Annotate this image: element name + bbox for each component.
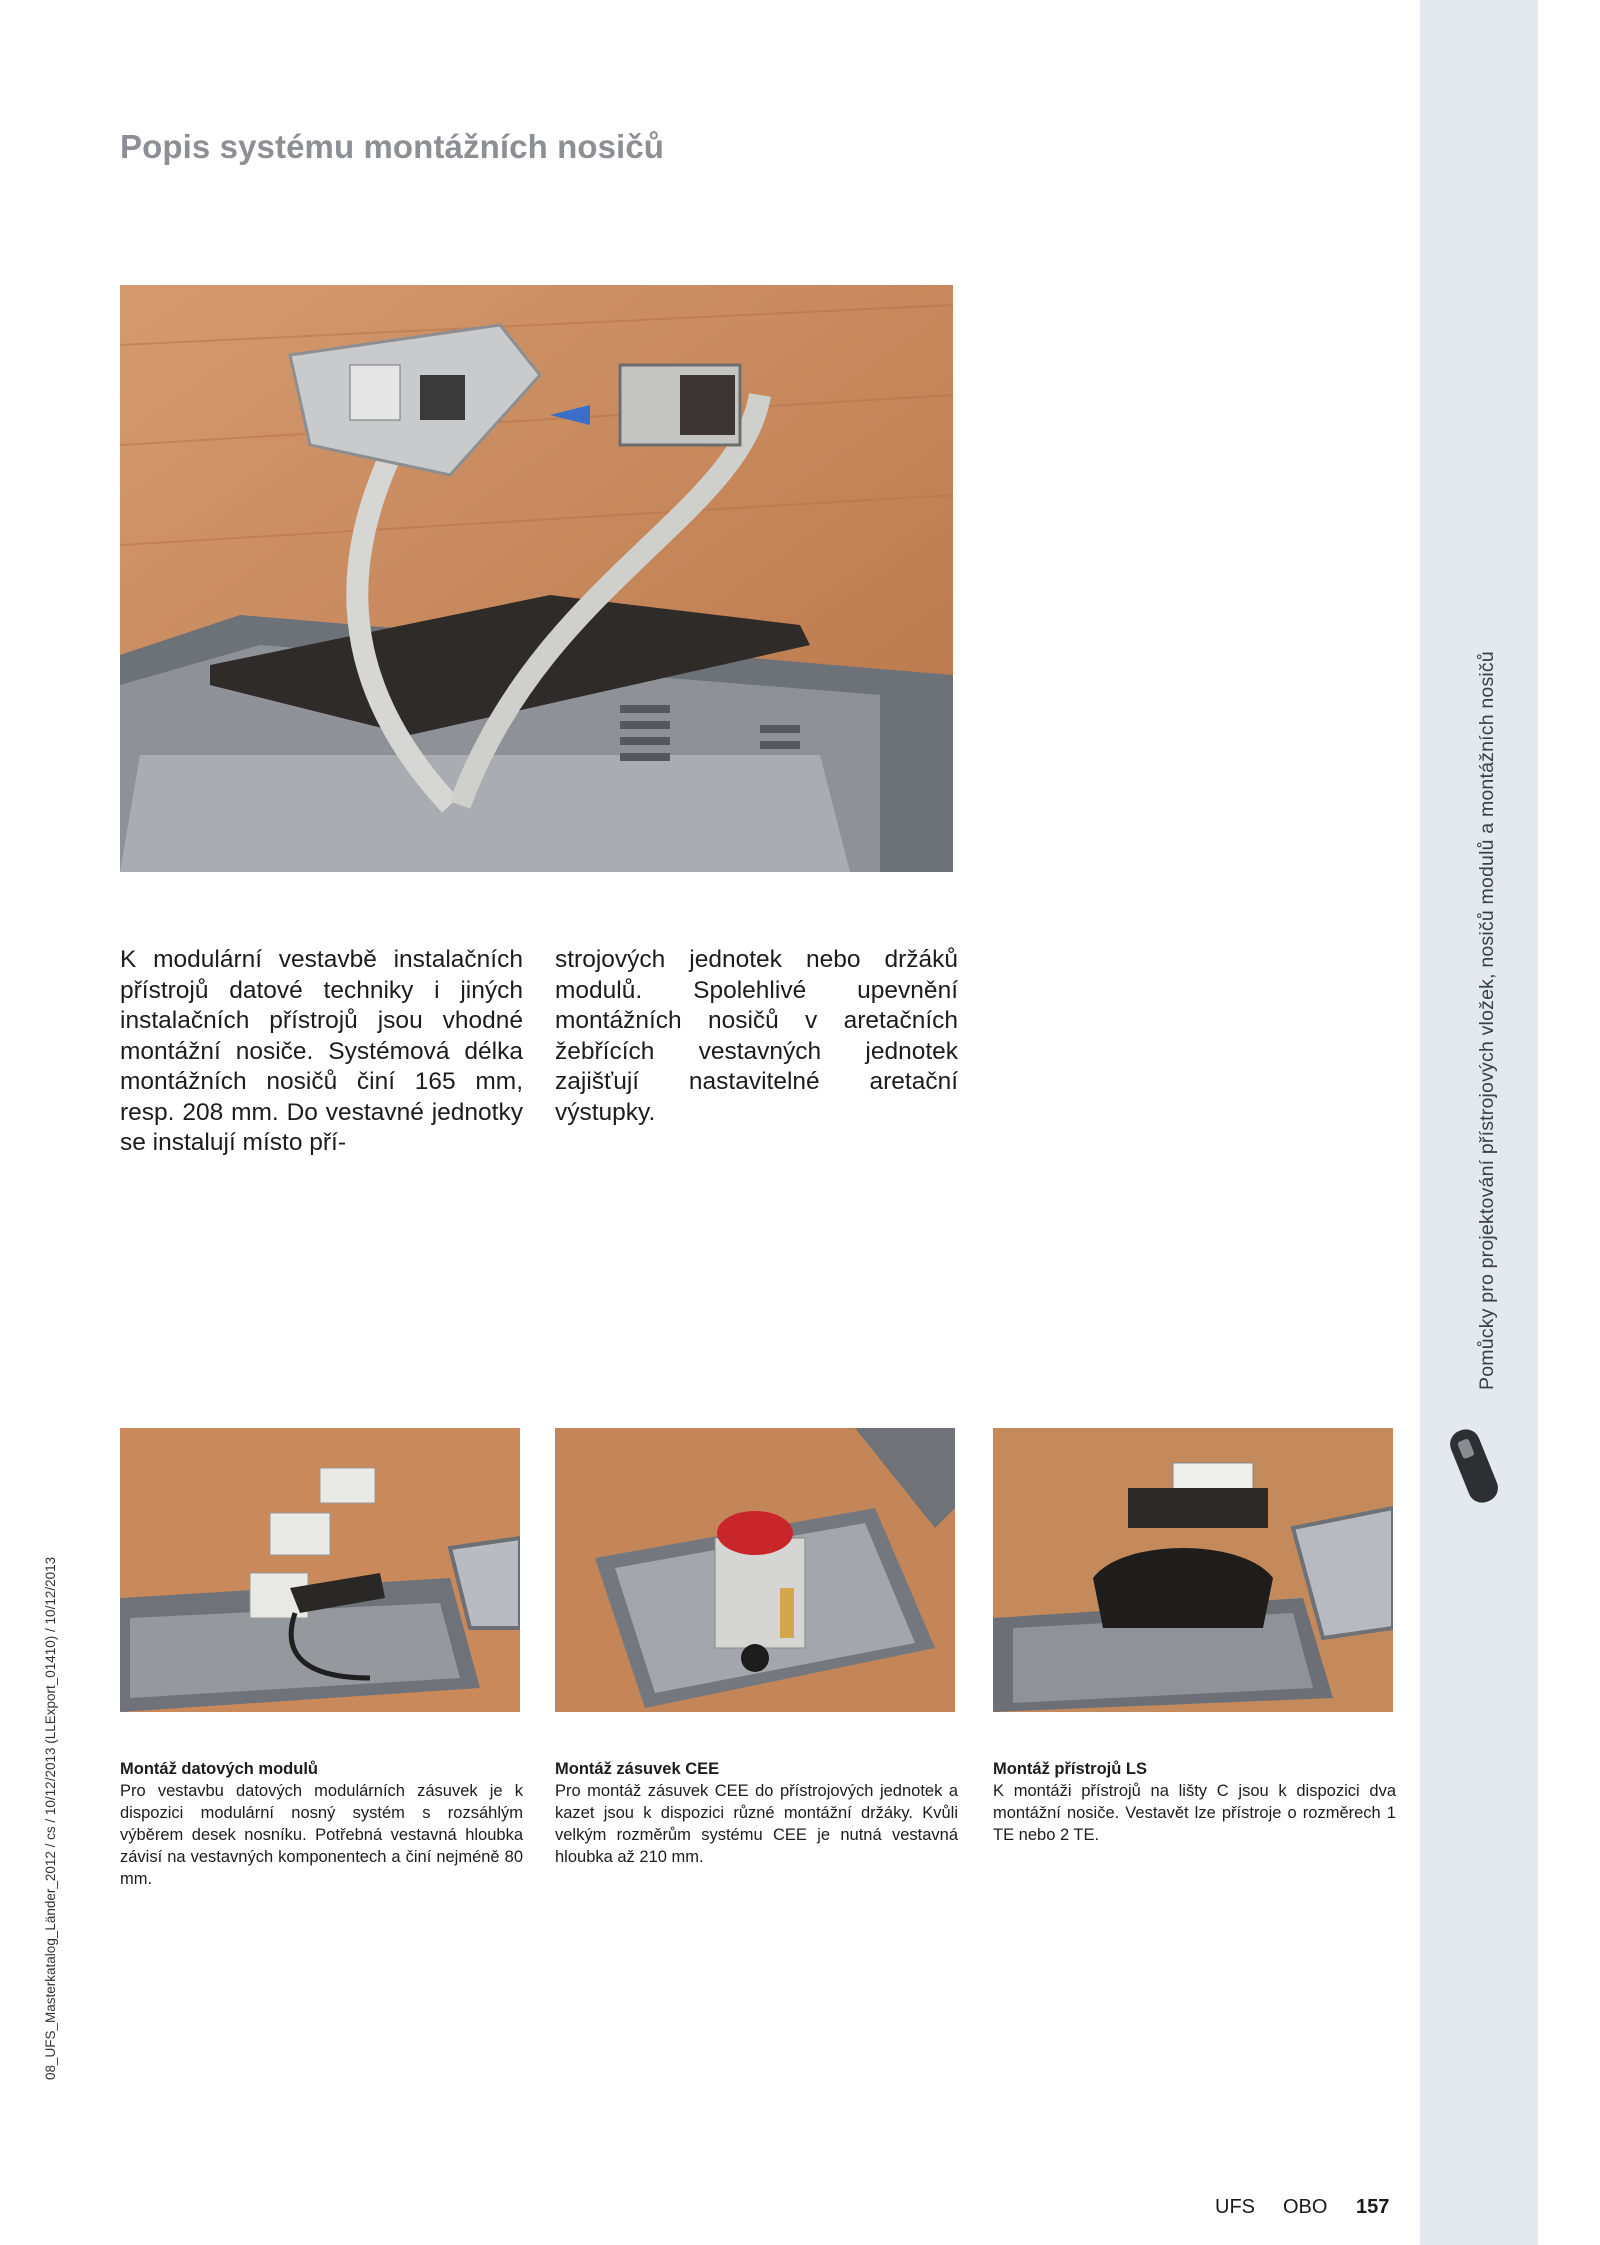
caption-title: Montáž datových modulů <box>120 1760 318 1778</box>
document-meta-label: 08_UFS_Masterkatalog_Länder_2012 / cs / 10/12/2013 (LLExport_01410) / 10/12/2013 <box>43 1556 58 2080</box>
caption-data-modules <box>120 1758 523 1890</box>
photo-data-modules <box>120 1428 520 1712</box>
caption-cee-sockets <box>555 1758 958 1868</box>
footer-brand-ufs: UFS <box>1215 2196 1255 2218</box>
photo-ls-devices-illustration <box>993 1428 1393 1712</box>
main-product-photo <box>120 285 953 872</box>
page-title: Popis systému montážních nosičů <box>120 128 665 165</box>
caption-text: K montáži přístrojů na lišty C jsou k dispozici dva montážní nosiče. Vestavět lze přístroje o rozměrech 1 TE nebo 2 TE. <box>993 1782 1396 1844</box>
caption-text: Pro vestavbu datových modulárních zásuvek je k dispozici modulární nosný systém s rozsáhlým výběrem desek nosníku. Potřebná vestavná hloubka závisí na vestavných komponentech a činí nejméně 80 mm. <box>120 1782 523 1888</box>
sidebar-section-label: Pomůcky pro projektování přístrojových vložek, nosičů modulů a montážních nosičů <box>1476 651 1498 1390</box>
photo-cee-sockets-illustration <box>555 1428 955 1712</box>
intro-text-column-2: strojových jednotek nebo držáků modulů. Spolehlivé upevnění montážních nosičů v aretačních žebřících vestavných jednotek zajišťují nastavitelné aretační výstupky. <box>555 946 958 1126</box>
caption-title: Montáž zásuvek CEE <box>555 1760 720 1778</box>
intro-text-column-1: K modulární vestavbě instalačních přístrojů datové techniky i jiných instalačních přístrojů jsou vhodné montážní nosiče. Systémová délka montážních nosičů činí 165 mm, resp. 208 mm. Do vestavné jednotky se instalují místo pří- <box>120 946 523 1156</box>
photo-cee-sockets <box>555 1428 955 1712</box>
caption-ls-devices <box>993 1758 1396 1846</box>
photo-ls-devices <box>993 1428 1393 1712</box>
page-number: 157 <box>1356 2196 1390 2218</box>
caption-text: Pro montáž zásuvek CEE do přístrojových jednotek a kazet jsou k dispozici různé montážní držáky. Kvůli velkým rozměrům systému CEE je nutná vestavná hloubka až 210 mm. <box>555 1782 958 1866</box>
photo-data-modules-illustration <box>120 1428 520 1712</box>
footer-brand-obo: OBO <box>1283 2196 1328 2218</box>
caption-title: Montáž přístrojů LS <box>993 1760 1147 1778</box>
main-photo-illustration <box>120 285 953 872</box>
